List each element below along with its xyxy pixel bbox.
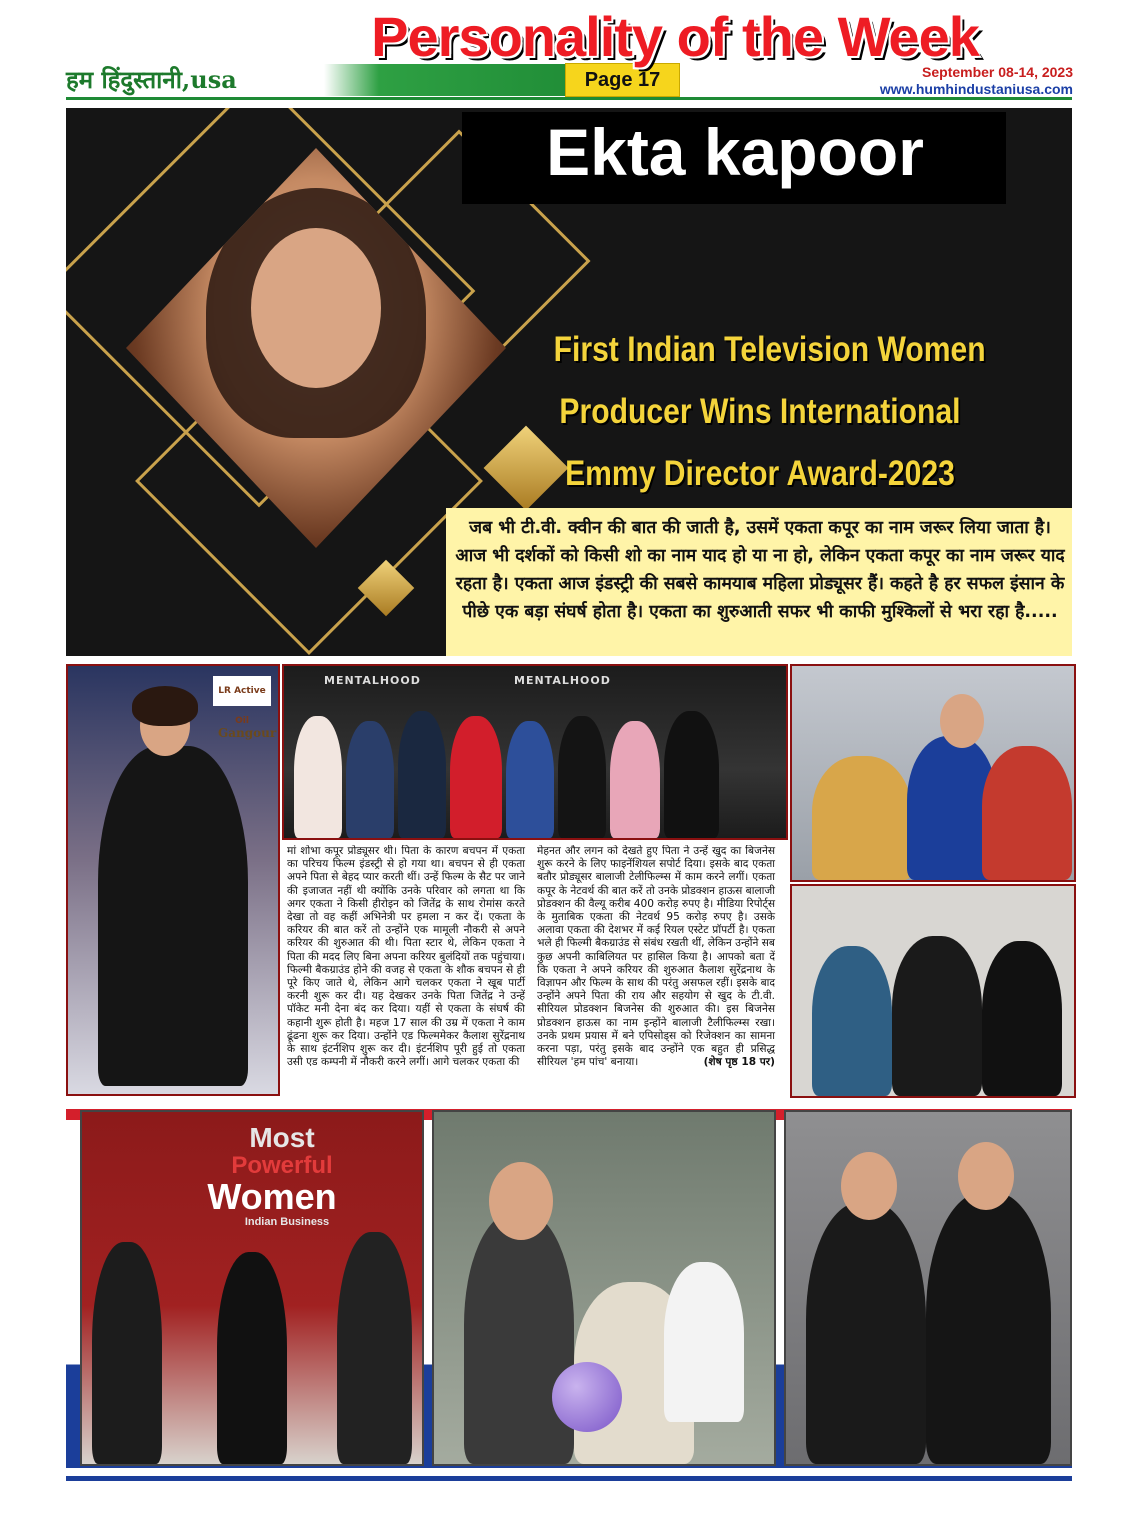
- article-column-left: मां शोभा कपूर प्रोड्यूसर थी। पिता के कारण बचपन में एकता का परिचय फिल्म इंडस्ट्री से हो गया था। बचपन से ही एकता अपने पिता से बेहद प्यार करती थीं। उन्हें फिल्म के सैट पर जाने की इजाजत नहीं थी क्योंकि उनके परिवार को लगता था कि अगर एकता ने किसी हीरोइन को जितेंद्र के साथ रोमांस करते देखा तो वह कहीं अभिनेत्री पर हमला न कर दें। एकता के करियर की बात करें तो उन्होंने एक मामूली नौकरी से अपने करियर की शुरुआत की थी। पिता स्टार थे, लेकिन एकता ने पिता की मदद लिए बिना अपना करियर बुलंदियों तक पहुंचाया। फिल्मी बैकग्राउंड होने की वजह से एकता के शौक बचपन से ही पूरे किए जाते थे, लेकिन आगे चलकर एकता ने खूब पार्टी करनी शुरू कर दी। यह देखकर उनके पिता जितेंद्र ने उन्हें पॉकेट मनी देना बंद कर दिया। यहीं से एकता के संघर्ष की कहानी शुरू होती है। महज 17 साल की उम्र में एकता ने काम ढूंढना शुरू कर दिया। उन्होंने एड फिल्ममेकर कैलाश सुरेंद्रनाथ के साथ इंटर्नशिप शुरू कर दी। इंटर्नशिप पूरी हुई तो एकता उसी एड कम्पनी में नौकरी करने लगीं। आगे चलकर एकता की: [287, 845, 525, 1069]
- subtitle-line-2: Producer Wins International: [559, 392, 961, 431]
- header-divider: [66, 97, 1072, 100]
- award-text-powerful: Powerful: [231, 1152, 333, 1179]
- continued-note: (शेष पृष्ठ 18 पर): [703, 1056, 775, 1069]
- purple-balloon: [552, 1362, 622, 1432]
- trio-person-2: [892, 936, 982, 1096]
- photo-trio-portrait: [790, 884, 1076, 1098]
- footer-divider: [66, 1476, 1072, 1481]
- festival-face: [940, 694, 984, 748]
- subtitle-line-3: Emmy Director Award-2023: [565, 454, 955, 493]
- award-text-business: Indian Business: [244, 1216, 330, 1228]
- festival-person-1: [812, 756, 912, 880]
- trio-person-3: [982, 941, 1062, 1096]
- duo-person-left: [806, 1202, 926, 1464]
- article-body: [287, 845, 777, 1093]
- woman-hair: [132, 686, 198, 726]
- duo-person-right: [926, 1192, 1051, 1464]
- award-text-women: Women: [207, 1176, 337, 1217]
- group-person-4: [450, 716, 502, 838]
- masthead-title: हम हिंदुस्तानी,usa: [66, 65, 237, 94]
- award-man-left: [92, 1242, 162, 1464]
- portrait-face: [251, 228, 381, 388]
- photo-duo-portrait: [784, 1110, 1072, 1466]
- photo-with-child-balloon: [432, 1110, 776, 1466]
- duo-face-right: [958, 1142, 1014, 1210]
- photo-event-black-dress: [66, 664, 280, 1096]
- intro-paragraph: जब भी टी.वी. क्वीन की बात की जाती है, उसमें एकता कपूर का नाम जरूर लिया जाता है। आज भी दर्शकों को किसी शो का नाम याद हो या ना हो, लेकिन एकता कपूर का नाम जरूर याद रहता है। एकता आज इंडस्ट्री की सबसे कामयाब महिला प्रोड्यूसर हैं। कहते है हर सफल इंसान के पीछे एक बड़ा संघर्ष होता है। एकता का शुरुआती सफर भी काफी मुश्किलों से भरा रहा है.....: [455, 518, 1065, 622]
- group-person-5: [506, 721, 554, 838]
- photo-mentalhood-group: [282, 664, 788, 840]
- photo-woman-grey-top: [464, 1212, 574, 1464]
- award-woman-center: [217, 1252, 287, 1464]
- photo-woman-face: [489, 1162, 553, 1240]
- personality-name: Ekta kapoor: [546, 115, 924, 189]
- page-number-badge: Page 17: [565, 63, 680, 97]
- group-person-7: [610, 721, 660, 838]
- duo-face-left: [841, 1152, 897, 1220]
- photo-most-powerful-women-award: [80, 1110, 424, 1466]
- award-text-most: Most: [249, 1122, 315, 1153]
- website-link[interactable]: www.humhindustaniusa.com: [879, 81, 1073, 97]
- group-person-3: [398, 711, 446, 838]
- woman-in-black-gown: [98, 746, 248, 1086]
- page-headline: Personality of the Week: [371, 5, 979, 68]
- award-man-right: [337, 1232, 412, 1464]
- group-person-1: [294, 716, 342, 838]
- subtitle-line-1: First Indian Television Women: [553, 330, 986, 369]
- article-column-right: [537, 845, 775, 1069]
- photo-child: [664, 1262, 744, 1422]
- backdrop-mentalhood-1: MENTALHOOD: [324, 674, 421, 687]
- backdrop-gangour-text: Gangour: [218, 726, 277, 740]
- trio-person-1: [812, 946, 892, 1096]
- festival-person-3: [982, 746, 1072, 880]
- backdrop-sponsor-logo: LR Active Oil: [213, 676, 271, 706]
- backdrop-mentalhood-2: MENTALHOOD: [514, 674, 611, 687]
- article-column-right-text: मेहनत और लगन को देखते हुए पिता ने उन्हें खुद का बिजनेस शुरू करने के लिए फाइनेंशियल सपोर्ट दिया। इसके बाद एकता बतौर प्रोड्यूसर बालाजी टेलीफिल्म्स में काम करने लगीं। एकता कपूर के नेटवर्थ की बात करें तो उनके प्रोडक्शन हाऊस बालाजी प्रोडक्शन की वैल्यू करीब 400 करोड़ रुपए है। मीडिया रिपोर्ट्स के मुताबिक एकता की नेटवर्थ 95 करोड़ रुपए है। उसके अलावा एकता की देशभर में कई रियल एस्टेट प्रॉपर्टी है। एकता भले ही फिल्मी बैकग्राउंड से संबंध रखती थीं, लेकिन उन्होंने सब कुछ अपनी काबिलियत पर हासिल किया है। आपको बता दें कि एकता ने अपने करियर की शुरुआत कैलाश सुरेंद्रनाथ के विज्ञापन और फिल्म के साथ की परंतु असफल रहीं। इसके बाद उन्होंने अपने पिता की राय और सहयोग से खुद के टी.वी. सीरियल प्रोडक्शन बिजनेस की शुरुआत की। इस बिजनेस प्रोडक्शन हाऊस का नाम इन्होंने बालाजी टैलीफिल्म्स रखा। उनके प्रथम प्रयास में बने एपिसोड्स को रिजेक्शन का सामना करना पड़ा, परंतु इसके बाद उन्होंने एक बहुत ही प्रसिद्ध सीरियल 'हम पांच' बनाया।: [537, 845, 775, 1069]
- issue-date: September 08-14, 2023: [922, 64, 1073, 80]
- group-person-6: [558, 716, 606, 838]
- photo-festival-celebration: [790, 664, 1076, 882]
- group-person-8: [664, 711, 719, 838]
- group-person-2: [346, 721, 394, 838]
